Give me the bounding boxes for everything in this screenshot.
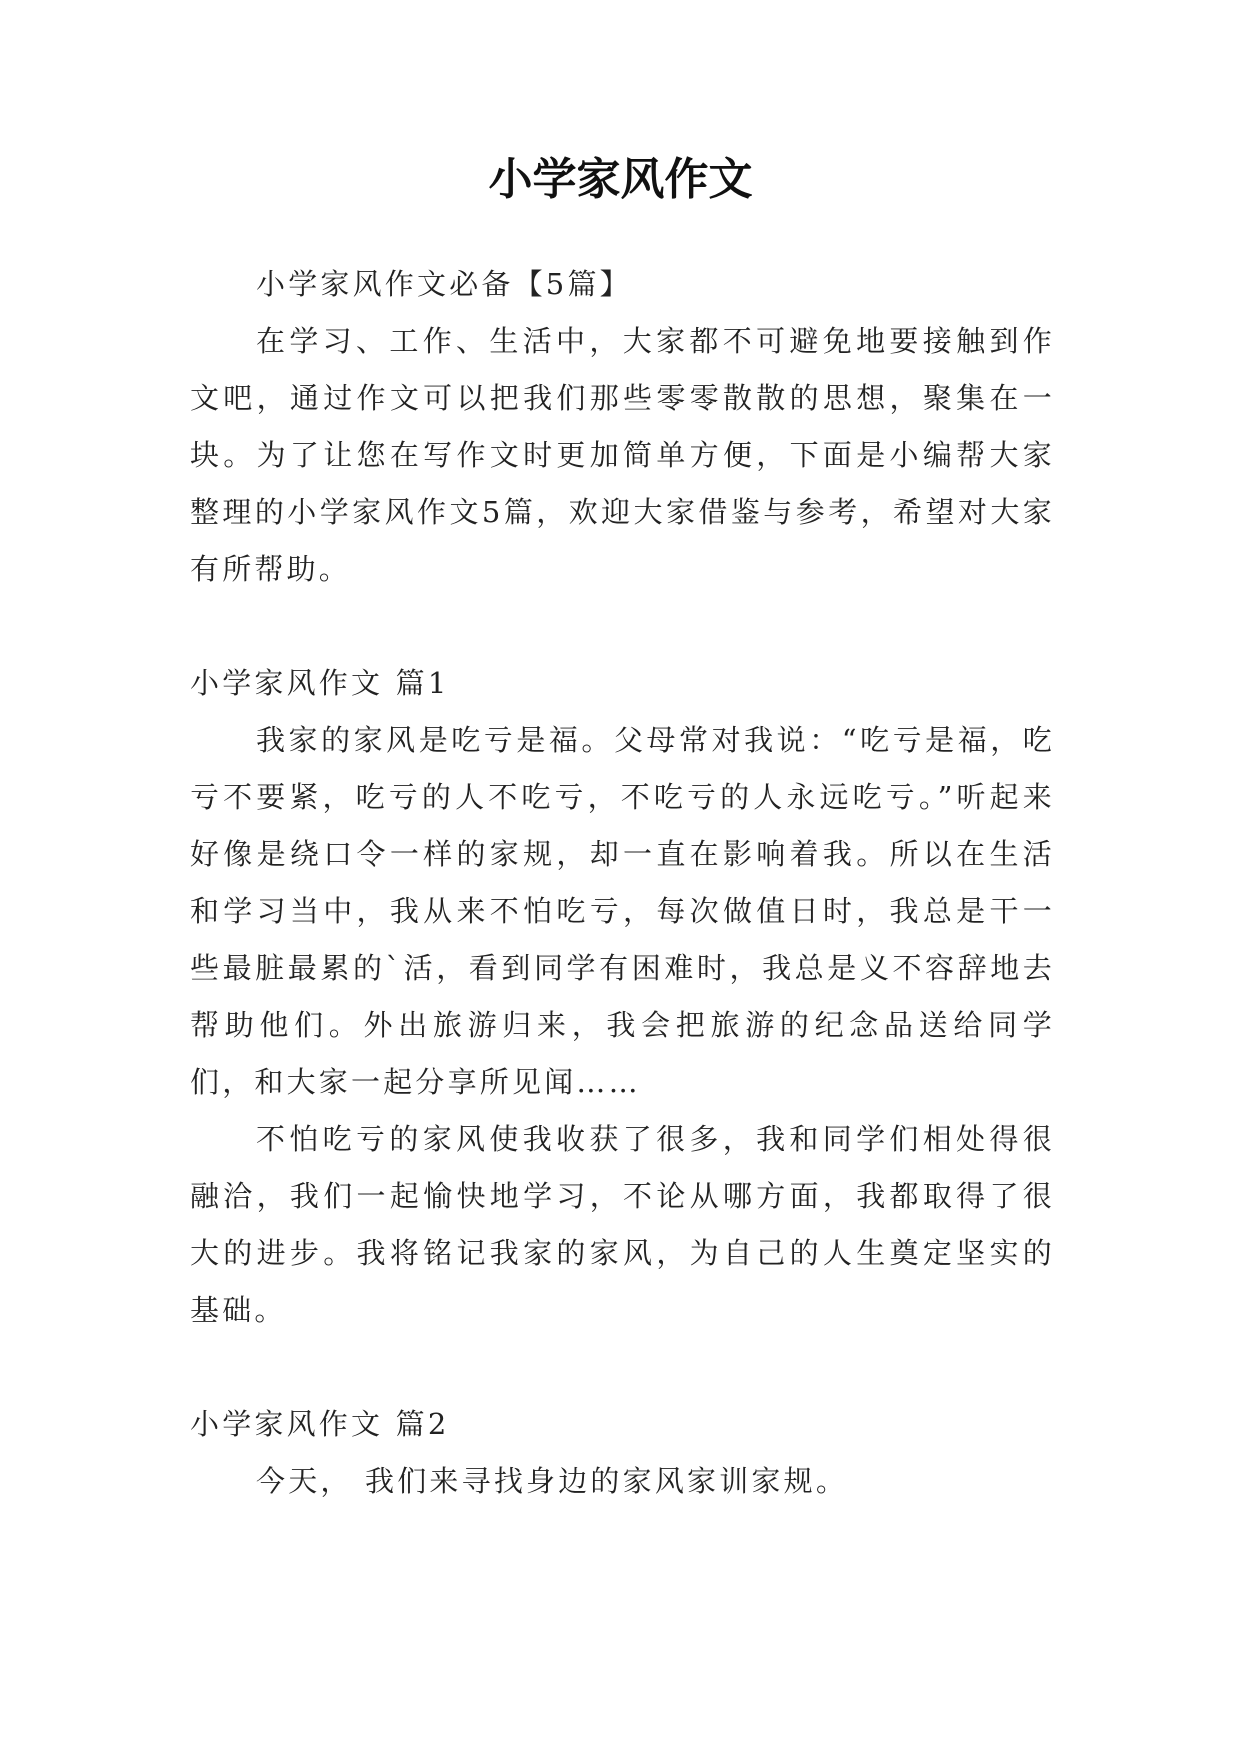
document-body xyxy=(190,256,1055,1510)
section-2-paragraph-1: 今天， 我们来寻找身边的家风家训家规。 xyxy=(256,1464,849,1498)
section-heading-1: 小学家风作文 篇1 xyxy=(190,666,450,700)
section-heading-2: 小学家风作文 篇2 xyxy=(190,1407,450,1441)
section-gap xyxy=(190,598,1055,655)
intro-paragraph: 在学习、工作、生活中，大家都不可避免地要接触到作文吧，通过作文可以把我们那些零零散散的思想，聚集在一块。为了让您在写作文时更加简单方便，下面是小编帮大家整理的小学家风作文5篇，欢迎大家借鉴与参考，希望对大家有所帮助。 xyxy=(190,324,1055,586)
section-1-paragraph-2: 不怕吃亏的家风使我收获了很多，我和同学们相处得很融洽，我们一起愉快地学习，不论从哪方面，我都取得了很大的进步。我将铭记我家的家风，为自己的人生奠定坚实的基础。 xyxy=(190,1122,1055,1327)
document-subtitle: 小学家风作文必备【5篇】 xyxy=(256,267,632,301)
document-title: 小学家风作文 xyxy=(488,154,753,205)
section-gap xyxy=(190,1339,1055,1396)
section-1-paragraph-1: 我家的家风是吃亏是福。父母常对我说：“吃亏是福，吃亏不要紧，吃亏的人不吃亏，不吃亏的人永远吃亏。”听起来好像是绕口令一样的家规，却一直在影响着我。所以在生活和学习当中，我从来不怕吃亏，每次做值日时，我总是干一些最脏最累的`活，看到同学有困难时，我总是义不容辞地去帮助他们。外出旅游归来，我会把旅游的纪念品送给同学们，和大家一起分享所见闻…… xyxy=(190,723,1055,1099)
